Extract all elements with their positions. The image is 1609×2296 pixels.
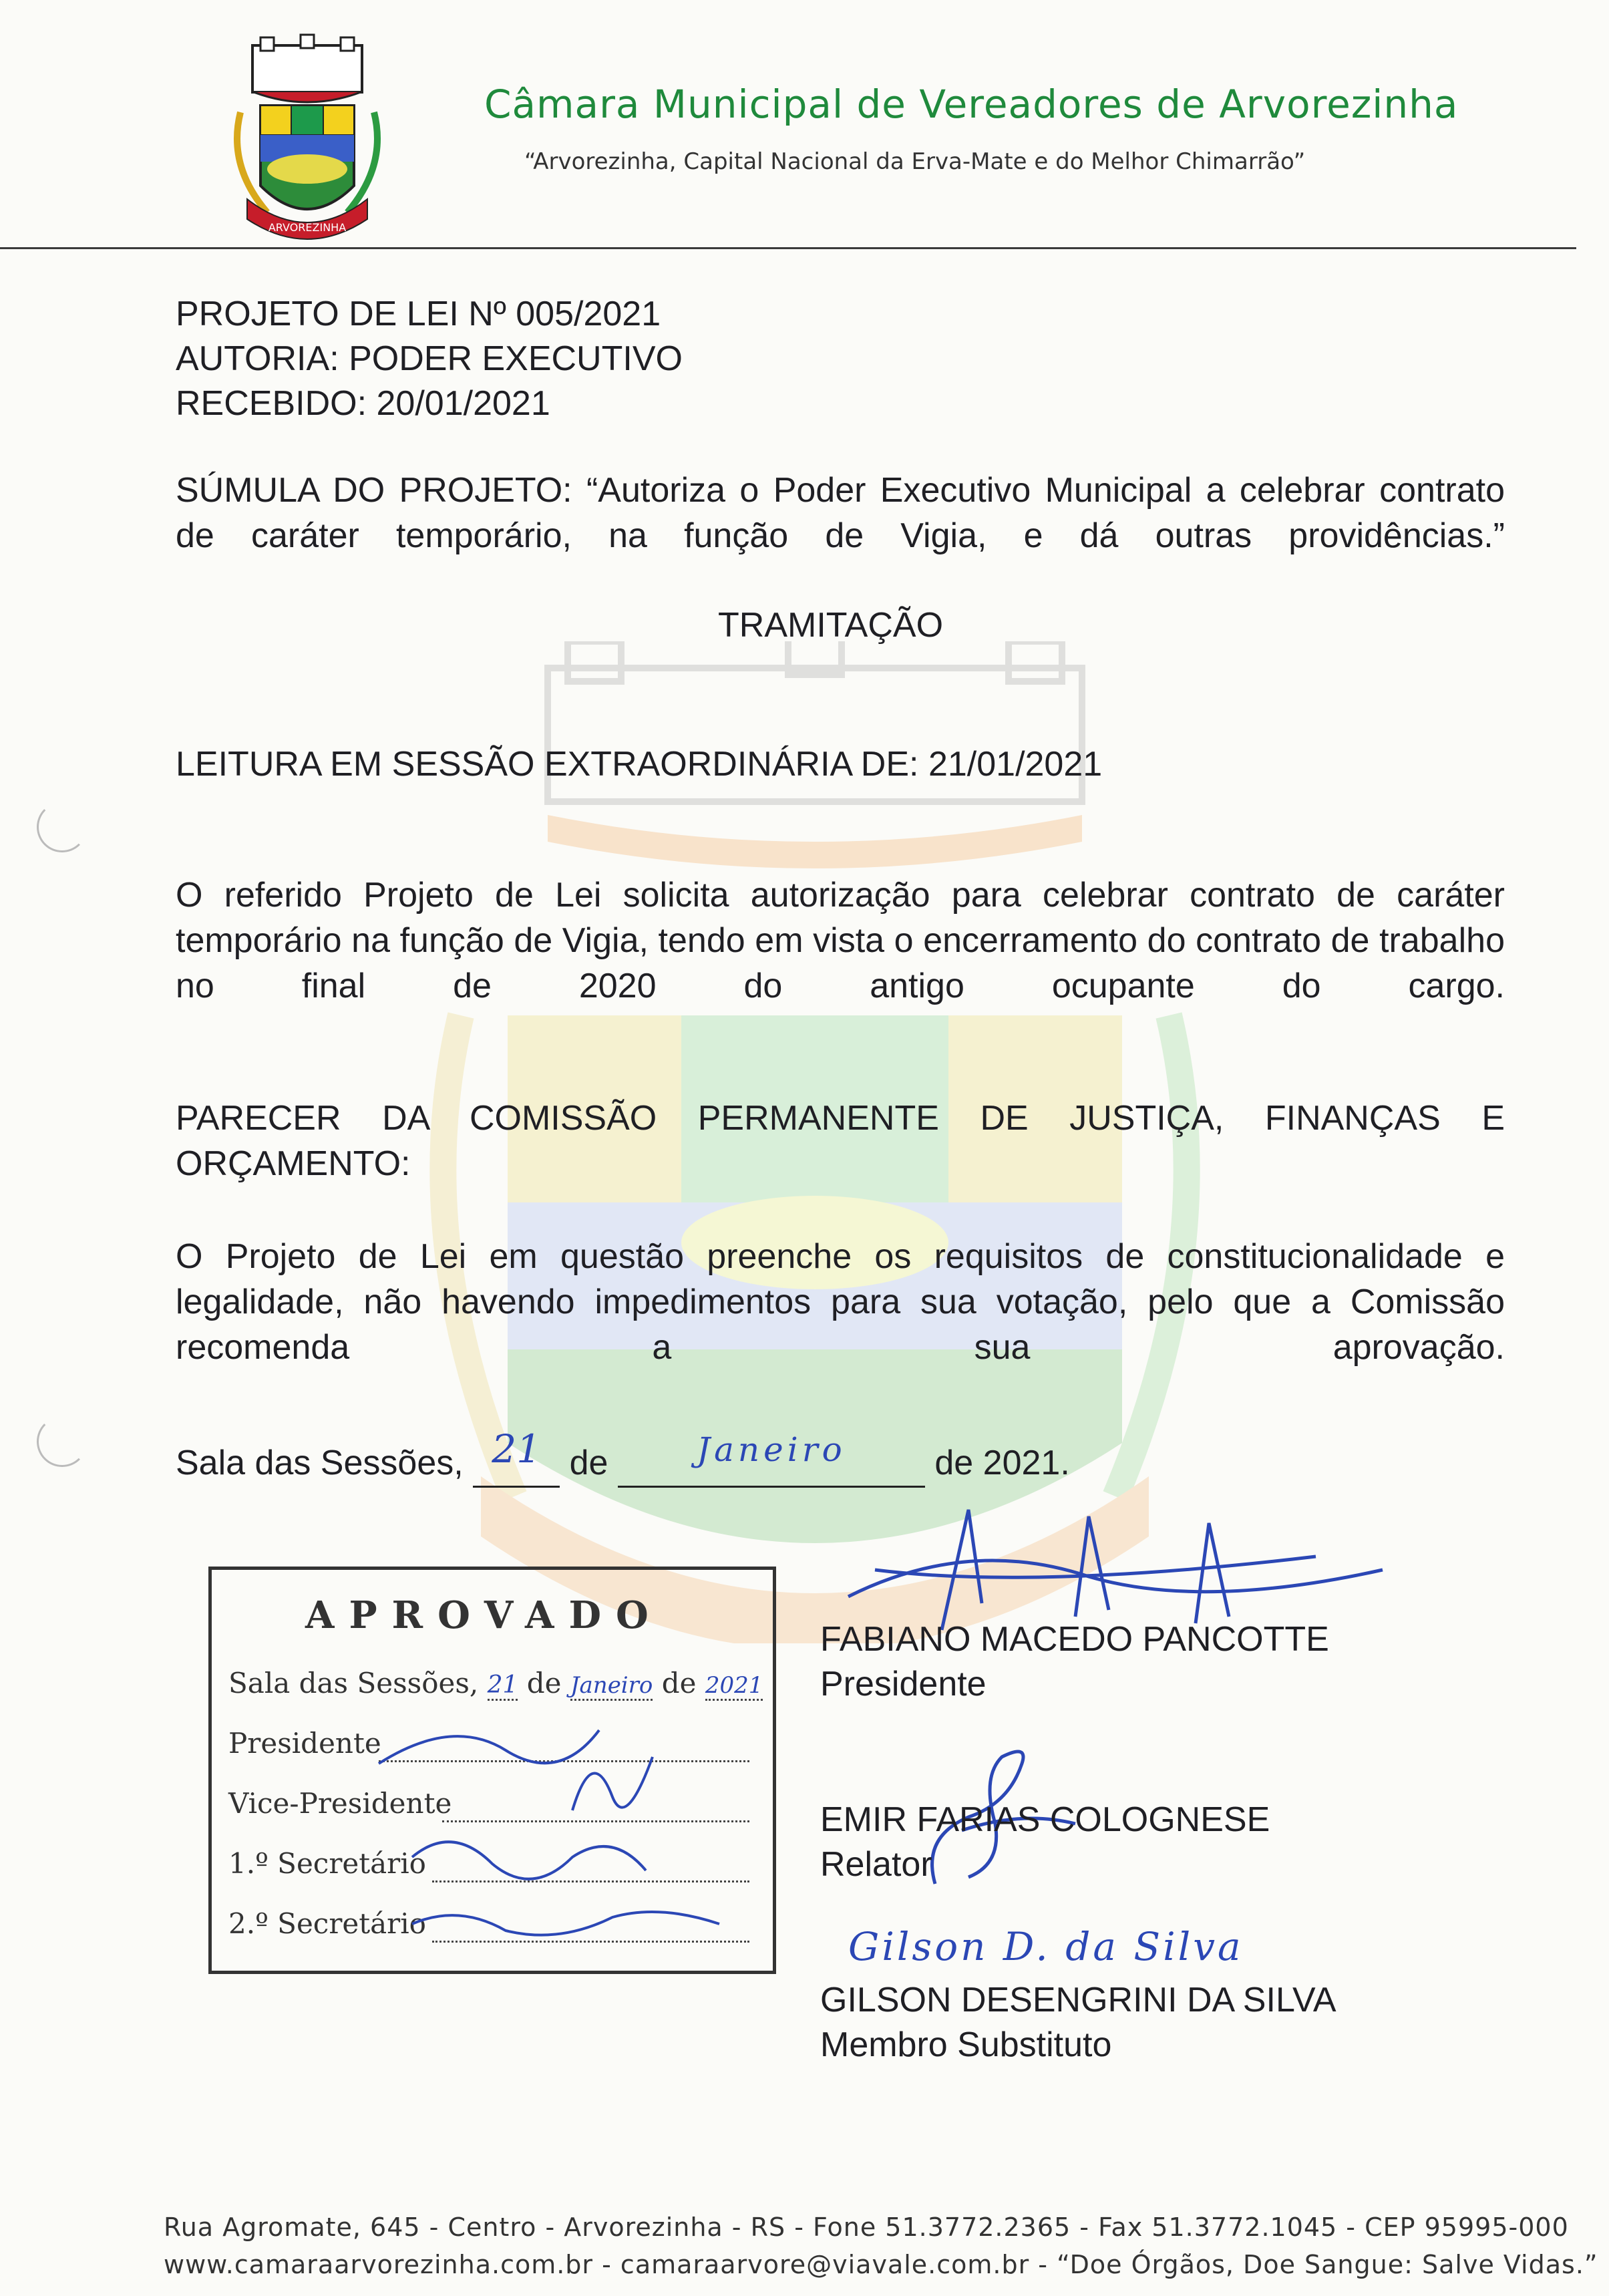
date-de: de (569, 1444, 608, 1482)
stamp-year: 2021 (705, 1672, 763, 1701)
date-month-handwritten: Janeiro (697, 1430, 846, 1469)
signatory-3-role: Membro Substituto (820, 2025, 1112, 2064)
tramitacao-description: O referido Projeto de Lei solicita autorização para celebrar contrato de caráter temporário na função de Vigia, tendo em vista o encerramento do contrato de trabalho no final de 2020 do antigo ocupante do cargo. (176, 876, 1505, 1005)
stamp-day: 21 (488, 1671, 518, 1701)
signatory-1-name: FABIANO MACEDO PANCOTTE (820, 1620, 1329, 1659)
date-suffix: de 2021. (934, 1444, 1070, 1482)
parecer-text: O Projeto de Lei em questão preenche os requisitos de constitucionalidade e legalidade, não havendo impedimentos para sua votação, pelo que a Comissão recomenda a sua aprovação. (176, 1237, 1505, 1367)
coat-of-arms-banner-text: ARVOREZINHA (268, 221, 347, 234)
project-summary: SÚMULA DO PROJETO: “Autoriza o Poder Executivo Municipal a celebrar contrato de caráter temporário, na função de Vigia, e dá outras providências.” (176, 471, 1505, 555)
punch-hole-top (37, 802, 87, 852)
date-prefix: Sala das Sessões, (176, 1444, 464, 1482)
stamp-role-first-secretary: 1.º Secretário (228, 1847, 426, 1880)
stamp-signatures (372, 1703, 773, 1971)
date-month-field (618, 1430, 925, 1488)
date-day-handwritten: 21 (492, 1426, 542, 1472)
signatory-1-role: Presidente (820, 1665, 987, 1703)
session-date-line (176, 1426, 1070, 1488)
parecer-heading: PARECER DA COMISSÃO PERMANENTE DE JUSTIÇA, FINANÇAS E ORÇAMENTO: (176, 1099, 1505, 1183)
signatory-3-handwritten-signature: Gilson D. da Silva (848, 1924, 1244, 1969)
reading-date: LEITURA EM SESSÃO EXTRAORDINÁRIA DE: 21/01/2021 (176, 745, 1103, 784)
stamp-session-row (228, 1667, 763, 1699)
stamp-de2: de (661, 1667, 697, 1699)
approval-stamp (208, 1567, 776, 1974)
stamp-sala-label: Sala das Sessões, (228, 1667, 479, 1699)
coat-of-arms-logo (214, 32, 401, 246)
signatory-2-name: EMIR FARIAS COLOGNESE (820, 1800, 1270, 1839)
stamp-role-second-secretary: 2.º Secretário (228, 1907, 426, 1940)
stamp-de1: de (526, 1667, 562, 1699)
tramitacao-heading: TRAMITAÇÃO (718, 606, 944, 645)
stamp-role-vice-president: Vice-Presidente (228, 1787, 452, 1820)
header-motto: “Arvorezinha, Capital Nacional da Erva-Mate e do Melhor Chimarrão” (524, 148, 1306, 175)
project-received: RECEBIDO: 20/01/2021 (176, 384, 550, 423)
punch-hole-bottom (37, 1416, 87, 1467)
stamp-title: APROVADO (305, 1593, 663, 1637)
footer-contact: www.camaraarvorezinha.com.br - camaraarvore@viavale.com.br - “Doe Órgãos, Doe Sangue: Salve Vidas.” (164, 2250, 1598, 2279)
header-divider (0, 247, 1576, 249)
signatory-3-name: GILSON DESENGRINI DA SILVA (820, 1981, 1336, 2019)
stamp-role-president: Presidente (228, 1727, 381, 1760)
header-title: Câmara Municipal de Vereadores de Arvorezinha (484, 81, 1459, 127)
stamp-month: Janeiro (570, 1672, 653, 1701)
signatory-2-role: Relator (820, 1845, 932, 1884)
footer-address: Rua Agromate, 645 - Centro - Arvorezinha - RS - Fone 51.3772.2365 - Fax 51.3772.1045 - CEP 95995-000 (164, 2212, 1569, 2242)
project-authorship: AUTORIA: PODER EXECUTIVO (176, 339, 683, 378)
date-day-field (473, 1426, 560, 1488)
project-number: PROJETO DE LEI Nº 005/2021 (176, 295, 661, 333)
